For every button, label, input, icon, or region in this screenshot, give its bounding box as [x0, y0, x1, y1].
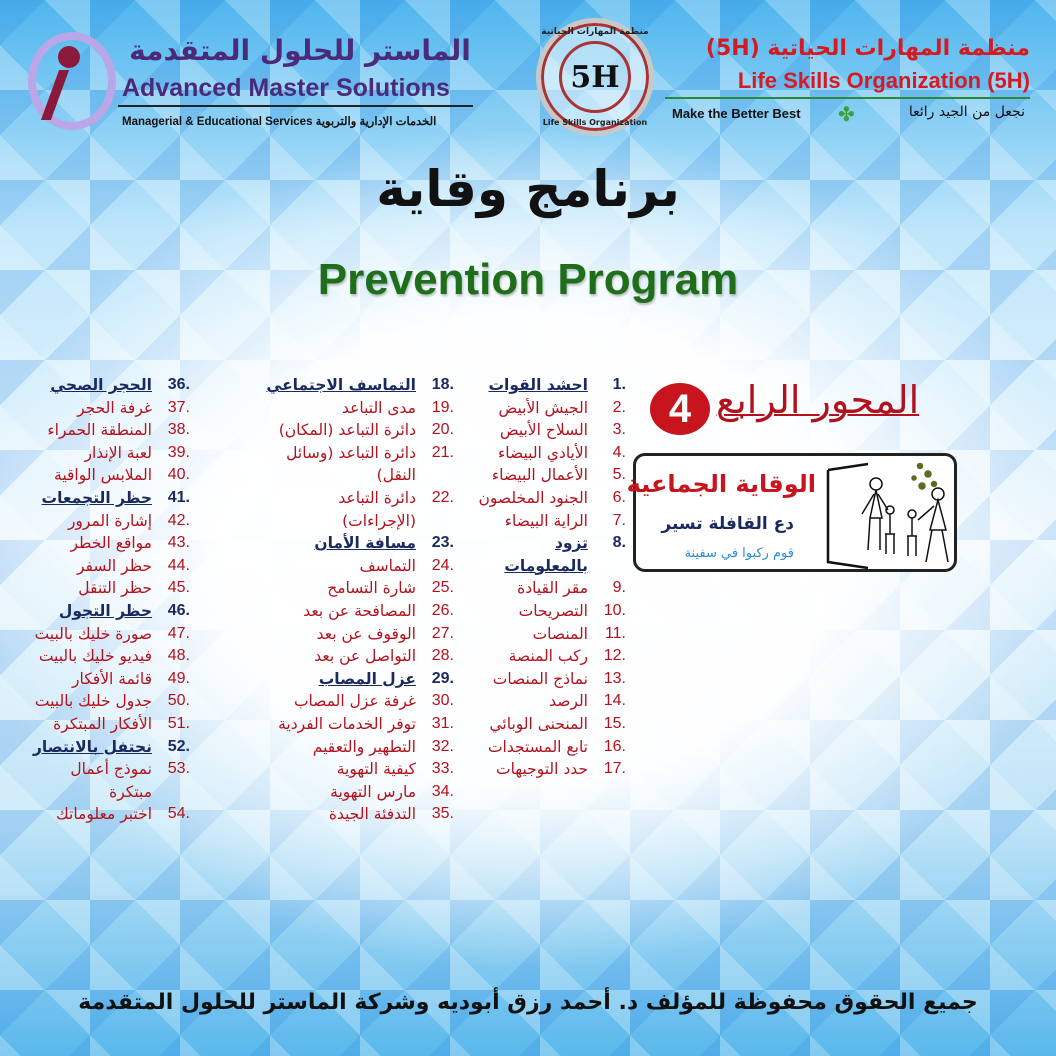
- list-item: [14, 464, 190, 487]
- page-title-english: Prevention Program: [317, 255, 739, 304]
- item-text: حدد التوجيهات: [496, 760, 588, 779]
- list-item: [262, 803, 454, 826]
- list-item: [14, 555, 190, 578]
- item-text: مارس التهوية: [330, 782, 416, 801]
- list-item: [14, 645, 190, 668]
- list-item: [466, 442, 626, 465]
- item-number: 18.: [431, 376, 454, 393]
- item-number: 32.: [431, 737, 454, 755]
- item-text: مواقع الخطر: [70, 534, 152, 553]
- seal-top-text: منظمة المهارات الحياتية: [541, 27, 649, 37]
- item-text: جدول خليك بالبيت: [34, 692, 152, 711]
- item-text: مدى التباعد: [342, 398, 416, 417]
- item-number: 54.: [167, 805, 190, 823]
- item-text: التواصل عن بعد: [314, 647, 416, 666]
- item-text: الحجر الصحي: [50, 376, 152, 394]
- life-skills-seal-logo: [536, 18, 654, 136]
- item-number: 40.: [167, 466, 190, 484]
- item-number: 7.: [612, 511, 626, 529]
- item-text: حظر السفر: [76, 556, 152, 575]
- list-item: [262, 645, 454, 668]
- item-number: 47.: [167, 624, 190, 642]
- list-item: [262, 781, 454, 804]
- list-item: [466, 623, 626, 646]
- item-text: الوقوف عن بعد: [316, 624, 416, 643]
- item-text: توفر الخدمات الفردية: [278, 714, 416, 733]
- item-number: 4.: [612, 443, 626, 461]
- item-number: 31.: [431, 714, 454, 732]
- tagline-english: Make the Better Best: [672, 106, 801, 121]
- item-number: 50.: [167, 692, 190, 710]
- item-number: 9.: [612, 579, 626, 597]
- list-item: [262, 442, 454, 487]
- item-number: 28.: [431, 647, 454, 665]
- section-heading: [262, 374, 454, 397]
- item-number: 5.: [612, 466, 626, 484]
- item-number: 23.: [431, 534, 454, 552]
- item-number: 48.: [167, 647, 190, 665]
- item-text: المنطقة الحمراء: [47, 421, 152, 440]
- lso-name-arabic: منظمة المهارات الحياتية (5H): [705, 36, 1030, 61]
- copyright-footer: جميع الحقوق محفوظة للمؤلف د. أحمد رزق أبوديه وشركة الماستر للحلول المتقدمة: [78, 990, 978, 1015]
- list-item: [466, 713, 626, 736]
- item-text: الراية البيضاء: [504, 511, 588, 530]
- item-text: التصريحات: [518, 601, 588, 620]
- item-text: اختبر معلوماتك: [55, 805, 152, 824]
- item-number: 39.: [167, 443, 190, 461]
- item-text: دائرة التباعد (وسائل النقل): [286, 443, 416, 485]
- section-heading: [466, 374, 626, 397]
- axis-card: [626, 453, 957, 572]
- item-text: التماسف الاجتماعي: [266, 376, 416, 394]
- item-text: مقر القيادة: [517, 579, 588, 598]
- list-item: [14, 419, 190, 442]
- item-text: المنصات: [532, 624, 588, 643]
- item-number: 2.: [612, 398, 626, 416]
- list-item: [466, 758, 626, 781]
- list-item: [262, 736, 454, 759]
- item-text: دائرة التباعد (المكان): [278, 421, 416, 440]
- item-text: الجنود المخلصون: [478, 488, 588, 507]
- item-text: نحتفل بالانتصار: [32, 737, 152, 756]
- list-item: [466, 645, 626, 668]
- item-number: 34.: [431, 782, 454, 800]
- item-number: 1.: [612, 376, 626, 393]
- topic-list-column-1: [466, 374, 626, 781]
- item-text: لعبة الإنذار: [84, 443, 152, 462]
- list-item: [466, 600, 626, 623]
- item-text: الأفكار المبتكرة: [53, 714, 152, 733]
- lso-name-english: Life Skills Organization (5H): [737, 68, 1030, 93]
- list-item: [262, 577, 454, 600]
- item-number: 49.: [167, 669, 190, 687]
- list-item: [466, 736, 626, 759]
- item-number: 24.: [431, 556, 454, 574]
- page-title-arabic: برنامج وقاية: [376, 160, 680, 218]
- item-number: 37.: [167, 398, 190, 416]
- item-text: السلاح الأبيض: [499, 421, 588, 440]
- list-item: [14, 758, 190, 803]
- item-text: ركب المنصة: [508, 647, 588, 666]
- item-text: غرفة عزل المصاب: [293, 692, 416, 711]
- list-item: [262, 397, 454, 420]
- section-heading: [14, 374, 190, 397]
- list-item: [14, 690, 190, 713]
- card-title: الوقاية الجماعية: [626, 470, 816, 498]
- ams-name-english: Advanced Master Solutions: [122, 74, 450, 102]
- item-number: 43.: [167, 534, 190, 552]
- item-number: 19.: [431, 398, 454, 416]
- item-number: 38.: [167, 421, 190, 439]
- list-item: [466, 419, 626, 442]
- item-number: 11.: [604, 624, 626, 642]
- item-text: التماسف: [359, 556, 416, 575]
- item-number: 27.: [431, 624, 454, 642]
- item-number: 16.: [603, 737, 626, 755]
- item-text: التدفئة الجيدة: [328, 805, 416, 824]
- ams-name-arabic: الماستر للحلول المتقدمة: [129, 34, 471, 67]
- item-text: الرصد: [549, 692, 588, 711]
- section-heading: [262, 532, 454, 555]
- axis-number-badge: 4: [650, 383, 710, 435]
- item-text: الأعمال البيضاء: [491, 466, 588, 485]
- item-number: 36.: [167, 376, 190, 393]
- item-text: دائرة التباعد (الإجراءات): [338, 488, 416, 530]
- item-number: 13.: [603, 669, 626, 687]
- item-text: قائمة الأفكار: [72, 669, 152, 688]
- axis-title: المحور الرابع: [716, 378, 920, 422]
- item-text: الجيش الأبيض: [498, 398, 588, 417]
- item-text: شارة التسامح: [327, 579, 416, 598]
- item-number: 25.: [431, 579, 454, 597]
- seal-bottom-text: Life Skills Organization: [542, 118, 648, 127]
- divider: [665, 97, 1030, 99]
- item-number: 41.: [167, 488, 190, 506]
- list-item: [14, 510, 190, 533]
- ams-subtitle: Managerial & Educational Services الخدمات الإدارية والتربوية: [122, 116, 437, 128]
- topic-list-column-2: [262, 374, 454, 826]
- item-number: 46.: [167, 601, 190, 619]
- item-number: 15.: [603, 714, 626, 732]
- item-number: 21.: [431, 443, 454, 461]
- item-text: صورة خليك بالبيت: [34, 624, 152, 643]
- list-item: [262, 758, 454, 781]
- item-text: مسافة الأمان: [314, 534, 416, 553]
- list-item: [466, 577, 626, 600]
- item-text: حظر التجمعات: [41, 488, 152, 507]
- item-text: الملابس الواقية: [54, 466, 152, 485]
- item-number: 12.: [603, 647, 626, 665]
- item-number: 35.: [431, 805, 454, 823]
- list-item: [262, 623, 454, 646]
- list-item: [466, 668, 626, 691]
- item-text: نماذج المنصات: [492, 669, 588, 688]
- list-item: [466, 690, 626, 713]
- item-text: عزل المصاب: [318, 669, 416, 688]
- section-heading: [14, 736, 190, 759]
- item-number: 51.: [167, 714, 190, 732]
- advanced-master-solutions-logo: [28, 32, 116, 130]
- list-item: [262, 487, 454, 532]
- list-item: [14, 668, 190, 691]
- item-number: 42.: [167, 511, 190, 529]
- item-text: احشد القوات: [488, 376, 588, 394]
- item-number: 29.: [431, 669, 454, 687]
- item-number: 6.: [612, 488, 626, 506]
- item-number: 33.: [431, 760, 454, 778]
- item-number: 22.: [431, 488, 454, 506]
- list-item: [14, 623, 190, 646]
- list-item: [466, 464, 626, 487]
- item-text: فيديو خليك بالبيت: [38, 647, 152, 666]
- item-text: غرفة الحجر: [77, 398, 152, 417]
- list-item: [14, 532, 190, 555]
- list-item: [14, 577, 190, 600]
- list-item: [262, 419, 454, 442]
- item-text: نموذج أعمال مبتكرة: [70, 760, 152, 801]
- item-number: 53.: [167, 760, 190, 778]
- list-item: [466, 487, 626, 510]
- item-number: 45.: [167, 579, 190, 597]
- section-heading: [14, 600, 190, 623]
- clover-icon: ✤: [838, 102, 855, 126]
- section-heading: [14, 487, 190, 510]
- seal-center-text: 5H: [559, 41, 631, 113]
- item-text: تابع المستجدات: [487, 737, 588, 756]
- section-heading: [466, 532, 626, 577]
- family-walking-illustration-icon: [822, 458, 956, 570]
- list-item: [466, 397, 626, 420]
- item-number: 14.: [603, 692, 626, 710]
- topic-list-column-3: [14, 374, 190, 826]
- section-heading: [262, 668, 454, 691]
- list-item: [262, 713, 454, 736]
- list-item: [262, 600, 454, 623]
- item-number: 30.: [431, 692, 454, 710]
- item-text: الأيادي البيضاء: [498, 443, 588, 462]
- list-item: [466, 510, 626, 533]
- tagline-arabic: نجعل من الجيد رائعا: [908, 104, 1025, 120]
- item-number: 20.: [431, 421, 454, 439]
- item-number: 52.: [167, 737, 190, 755]
- item-text: المنحنى الوبائي: [489, 714, 588, 733]
- item-text: حظر التنقل: [78, 579, 152, 598]
- divider: [118, 105, 473, 107]
- item-number: 44.: [167, 556, 190, 574]
- list-item: [14, 397, 190, 420]
- list-item: [262, 690, 454, 713]
- item-number: 26.: [431, 601, 454, 619]
- item-number: 10.: [603, 601, 626, 619]
- item-number: 17.: [603, 760, 626, 778]
- item-text: كيفية التهوية: [336, 760, 416, 779]
- list-item: [262, 555, 454, 578]
- item-text: إشارة المرور: [67, 511, 152, 530]
- list-item: [14, 803, 190, 826]
- item-text: المصافحة عن بعد: [303, 601, 416, 620]
- item-text: حظر التجول: [58, 601, 152, 620]
- item-number: 3.: [612, 421, 626, 439]
- item-text: تزود بالمعلومات: [504, 534, 588, 575]
- item-text: التطهير والتعقيم: [312, 737, 416, 756]
- card-caption: قوم ركبوا في سفينة: [684, 546, 794, 561]
- card-subtitle: دع القافلة تسير: [661, 514, 794, 534]
- list-item: [14, 713, 190, 736]
- item-number: 8.: [612, 534, 626, 552]
- list-item: [14, 442, 190, 465]
